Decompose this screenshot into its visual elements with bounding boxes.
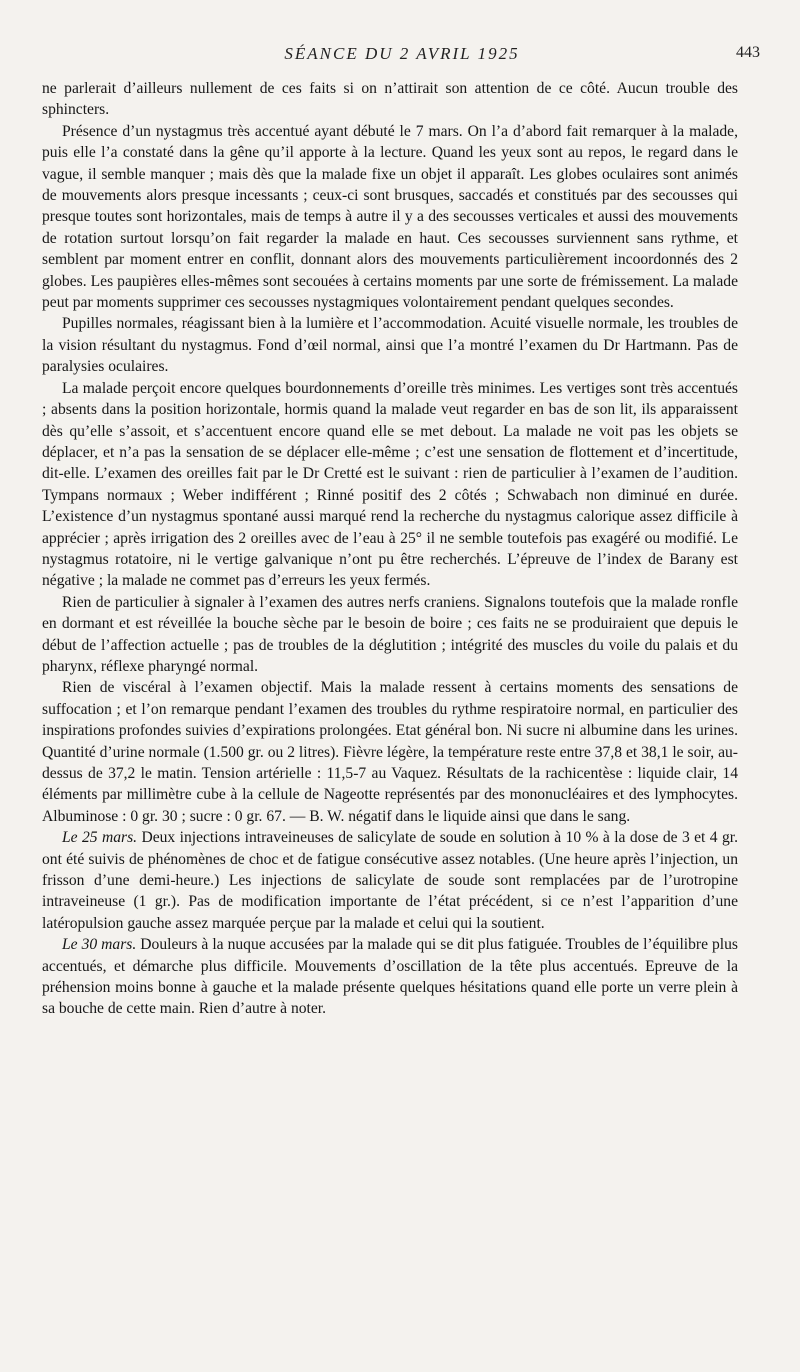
date-lead: Le 25 mars. xyxy=(62,829,138,847)
body-text xyxy=(42,78,738,1020)
page-header xyxy=(44,44,760,70)
paragraph xyxy=(42,677,738,827)
paragraph xyxy=(42,378,738,592)
running-head: SÉANCE DU 2 AVRIL 1925 xyxy=(284,44,520,63)
paragraph xyxy=(42,313,738,377)
page-number: 443 xyxy=(736,44,760,61)
paragraph xyxy=(42,592,738,678)
paragraph-text: Douleurs à la nuque accusées par la malade qui se dit plus fatiguée. Troubles de l’équilibre plus accentués, et démarche plus difficile. Mouvements d’oscillation de la tête plus accentués. Epreuve de la préhension moins bonne à gauche et la malade présente quelques hésitations quand elle porte un verre plein à sa bouche de cette main. Rien d’autre à noter. xyxy=(42,936,739,1018)
paragraph-text: La malade perçoit encore quelques bourdonnements d’oreille très minimes. Les vertiges sont très accentués ; absents dans la position horizontale, hormis quand la malade veut regarder en bas de son lit, ils apparaissent dès qu’elle s’assoit, et s’accentuent encore quand elle se met debout. La malade ne voit pas les objets se déplacer, et n’a pas la sensation de se déplacer elle-même ; c’est une sensation de flottement et d’incertitude, dit-elle. L’examen des oreilles fait par le Dr Cretté est le suivant : rien de particulier à l’examen de l’audition. Tympans normaux ; Weber indifférent ; Rinné positif des 2 côtés ; Schwabach non diminué en durée. L’existence d’un nystagmus spontané aussi marqué rend la recherche du nystagmus calorique assez difficile à apprécier ; après irrigation des 2 oreilles avec de l’eau à 25° il ne semble toutefois pas exagéré ou modifié. Le nystagmus rotatoire, ni le vertige galvanique n’ont pu être recherchés. L’épreuve de l’index de Barany est négative ; la malade ne commet pas d’erreurs les yeux fermés. xyxy=(42,379,738,590)
paragraph-text: ne parlerait d’ailleurs nullement de ces faits si on n’attirait son attention de ce côté. Aucun trouble des sphincters. xyxy=(42,80,738,119)
paragraph xyxy=(42,78,738,121)
paragraph-text: Pupilles normales, réagissant bien à la lumière et l’accommodation. Acuité visuelle normale, les troubles de la vision résultant du nystagmus. Fond d’œil normal, ainsi que l’a montré l’examen du Dr Hartmann. Pas de paralysies oculaires. xyxy=(42,315,738,376)
paragraph xyxy=(42,827,738,934)
date-lead: Le 30 mars. xyxy=(62,936,137,954)
paragraph-text: Deux injections intraveineuses de salicylate de soude en solution à 10 % à la dose de 3 et 4 gr. ont été suivis de phénomènes de choc et de fatigue consécutive assez notables. (Une heure après l’injection, un frisson d’une demi-heure.) Les injections de salicylate de soude sont remplacées par de l’urotropine intraveineuse (1 gr.). Pas de modification importante de l’état précédent, si ce n’est l’apparition d’une latéropulsion gauche assez marquée perçue par la malade et celui qui la soutient. xyxy=(42,829,738,932)
paragraph-text: Présence d’un nystagmus très accentué ayant débuté le 7 mars. On l’a d’abord fait remarquer à la malade, puis elle l’a constaté dans la gêne qu’il apporte à la lecture. Quand les yeux sont au repos, le regard dans le vague, il semble manquer ; mais dès que la malade fixe un objet il apparaît. Les globes oculaires sont animés de mouvements alors presque incessants ; ceux-ci sont brusques, saccadés et constitués par des secousses qui presque toutes sont horizontales, mais de temps à autre il y a des secousses verticales et aussi des mouvements de rotation surtout lorsqu’on fait regarder la malade en haut. Ces secousses surviennent sans rythme, et semblent par moment entrer en conflit, donnant alors des mouvements particulièrement incoordonnés des 2 globes. Les paupières elles-mêmes sont secouées à certains moments par une sorte de frémissement. La malade peut par moments supprimer ces secousses nystagmiques volontairement pendant quelques secondes. xyxy=(42,122,738,312)
paragraph-text: Rien de particulier à signaler à l’examen des autres nerfs craniens. Signalons toutefois que la malade ronfle en dormant et est réveillée la bouche sèche par le besoin de boire ; ces faits ne se produiraient que depuis le début de l’affection actuelle ; pas de troubles de la déglutition ; intégrité des muscles du voile du palais et du pharynx, réflexe pharyngé normal. xyxy=(42,593,738,675)
paragraph xyxy=(42,121,738,314)
paragraph xyxy=(42,934,738,1020)
paragraph-text: Rien de viscéral à l’examen objectif. Mais la malade ressent à certains moments des sensations de suffocation ; et l’on remarque pendant l’examen des troubles du rythme respiratoire normal, en particulier des inspirations profondes suivies d’expirations prolongées. Etat général bon. Ni sucre ni albumine dans les urines. Quantité d’urine normale (1.500 gr. ou 2 litres). Fièvre légère, la température reste entre 37,8 et 38,1 le soir, au-dessus de 37,2 le matin. Tension artérielle : 11,5-7 au Vaquez. Résultats de la rachicentèse : liquide clair, 14 éléments par millimètre cube à la cellule de Nageotte représentés par des mononucléaires et des lymphocytes. Albuminose : 0 gr. 30 ; sucre : 0 gr. 67. — B. W. négatif dans le liquide ainsi que dans le sang. xyxy=(42,679,738,825)
